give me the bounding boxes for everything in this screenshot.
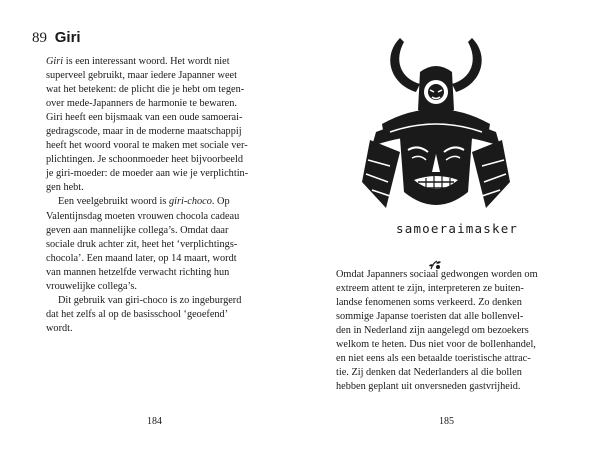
right-page [300, 0, 600, 450]
text-line [336, 338, 576, 352]
text-run: . Op [211, 196, 230, 208]
text-line [46, 139, 282, 153]
text-run: is een interessant woord. Het wordt niet [63, 56, 230, 67]
paragraph [46, 294, 282, 336]
text-run: Giri heeft een bijsmaak van een oude samoerai- [46, 112, 243, 124]
paragraph [336, 268, 576, 394]
paragraph [46, 195, 282, 293]
text-run: extreem attent te zijn, interpreteren ze buiten- [336, 283, 524, 295]
text-run: Dit gebruik van giri-choco is zo ingeburgerd [58, 294, 242, 306]
text-run: superveel gebruikt, maar iedere Japanner weet [46, 70, 237, 82]
text-line [336, 366, 576, 380]
text-line [46, 280, 282, 294]
text-line [46, 210, 282, 224]
right-page-number: 185 [439, 416, 454, 427]
text-line [46, 224, 282, 238]
text-run: van mannen hetzelfde verwacht richting hun [46, 266, 230, 278]
text-run: sociale druk achter zit, heet het ‘verplichtings- [46, 238, 238, 250]
text-run: geven aan mannelijke collega’s. Omdat daar [46, 224, 229, 236]
text-run: plichtingen. Je schoonmoeder heet bijvoorbeeld [46, 154, 244, 166]
chapter-title: Giri [54, 29, 81, 46]
text-run: Omdat Japanners sociaal gedwongen worden om [336, 269, 538, 280]
text-line [46, 83, 282, 97]
text-line [46, 181, 282, 195]
text-run: over mede-Japanners de harmonie te bewaren. [46, 98, 237, 110]
text-line [46, 266, 282, 280]
text-run: sommige Japanse toeristen dat alle bollenvel- [336, 311, 524, 323]
text-line [46, 111, 282, 125]
text-run: hebben geplant uit onversneden gastvrijheid. [336, 381, 521, 393]
text-run: dat het zelfs al op de basisschool ‘geoefend’ [46, 308, 229, 320]
right-body-text [336, 268, 576, 394]
text-run: chocola’. Een maand later, op 14 maart, wordt [46, 252, 237, 264]
text-line [46, 322, 282, 336]
text-run: en niet eens als een betaalde toeristische attrac- [336, 353, 531, 365]
text-run: welkom te heten. Dus niet voor de bollenhandel, [336, 339, 536, 351]
text-run: landse fenomenen soms verkeerd. Zo denken [336, 297, 522, 309]
left-body-text [46, 55, 282, 336]
text-line [336, 310, 576, 324]
samurai-mask-icon [360, 32, 512, 218]
text-run: je giri-moeder: de moeder aan wie je verplichtin- [46, 168, 249, 180]
text-line [336, 268, 576, 282]
italic-term: Giri [46, 56, 64, 67]
text-run: wat het betekent: de plicht die je hebt om tegen- [46, 84, 245, 96]
text-line [46, 55, 282, 69]
text-run: vrouwelijke collega’s. [46, 280, 137, 292]
text-line [336, 324, 576, 338]
text-line [336, 380, 576, 394]
text-line [46, 238, 282, 252]
text-line [336, 296, 576, 310]
text-run: tie. Zij denken dat Nederlanders al die bollen [336, 367, 522, 379]
left-page-number: 184 [147, 416, 162, 427]
text-line [46, 69, 282, 83]
text-line [46, 125, 282, 139]
text-line [336, 282, 576, 296]
chapter-number: 89 [32, 30, 47, 46]
text-run: gen hebt. [46, 182, 84, 194]
text-run: heeft het woord vooral te maken met sociale ver- [46, 140, 248, 152]
text-line [46, 97, 282, 111]
text-line [336, 352, 576, 366]
paragraph [46, 55, 282, 195]
text-line [46, 252, 282, 266]
text-run: den in Nederland zijn aangelegd om bezoekers [336, 325, 529, 337]
text-line [46, 308, 282, 322]
text-run: gedragscode, maar in de moderne maatschappij [46, 126, 242, 138]
chapter-heading [32, 29, 81, 47]
text-run: Een veelgebruikt woord is [58, 196, 169, 208]
text-run: Valentijnsdag moeten vrouwen chocola cadeau [46, 210, 240, 222]
text-line [46, 294, 282, 308]
italic-term: giri-choco [168, 196, 212, 208]
text-line [46, 195, 282, 209]
text-run: wordt. [46, 322, 73, 334]
text-line [46, 153, 282, 167]
text-line [46, 167, 282, 181]
illustration-caption: samoeraimasker [396, 221, 519, 236]
